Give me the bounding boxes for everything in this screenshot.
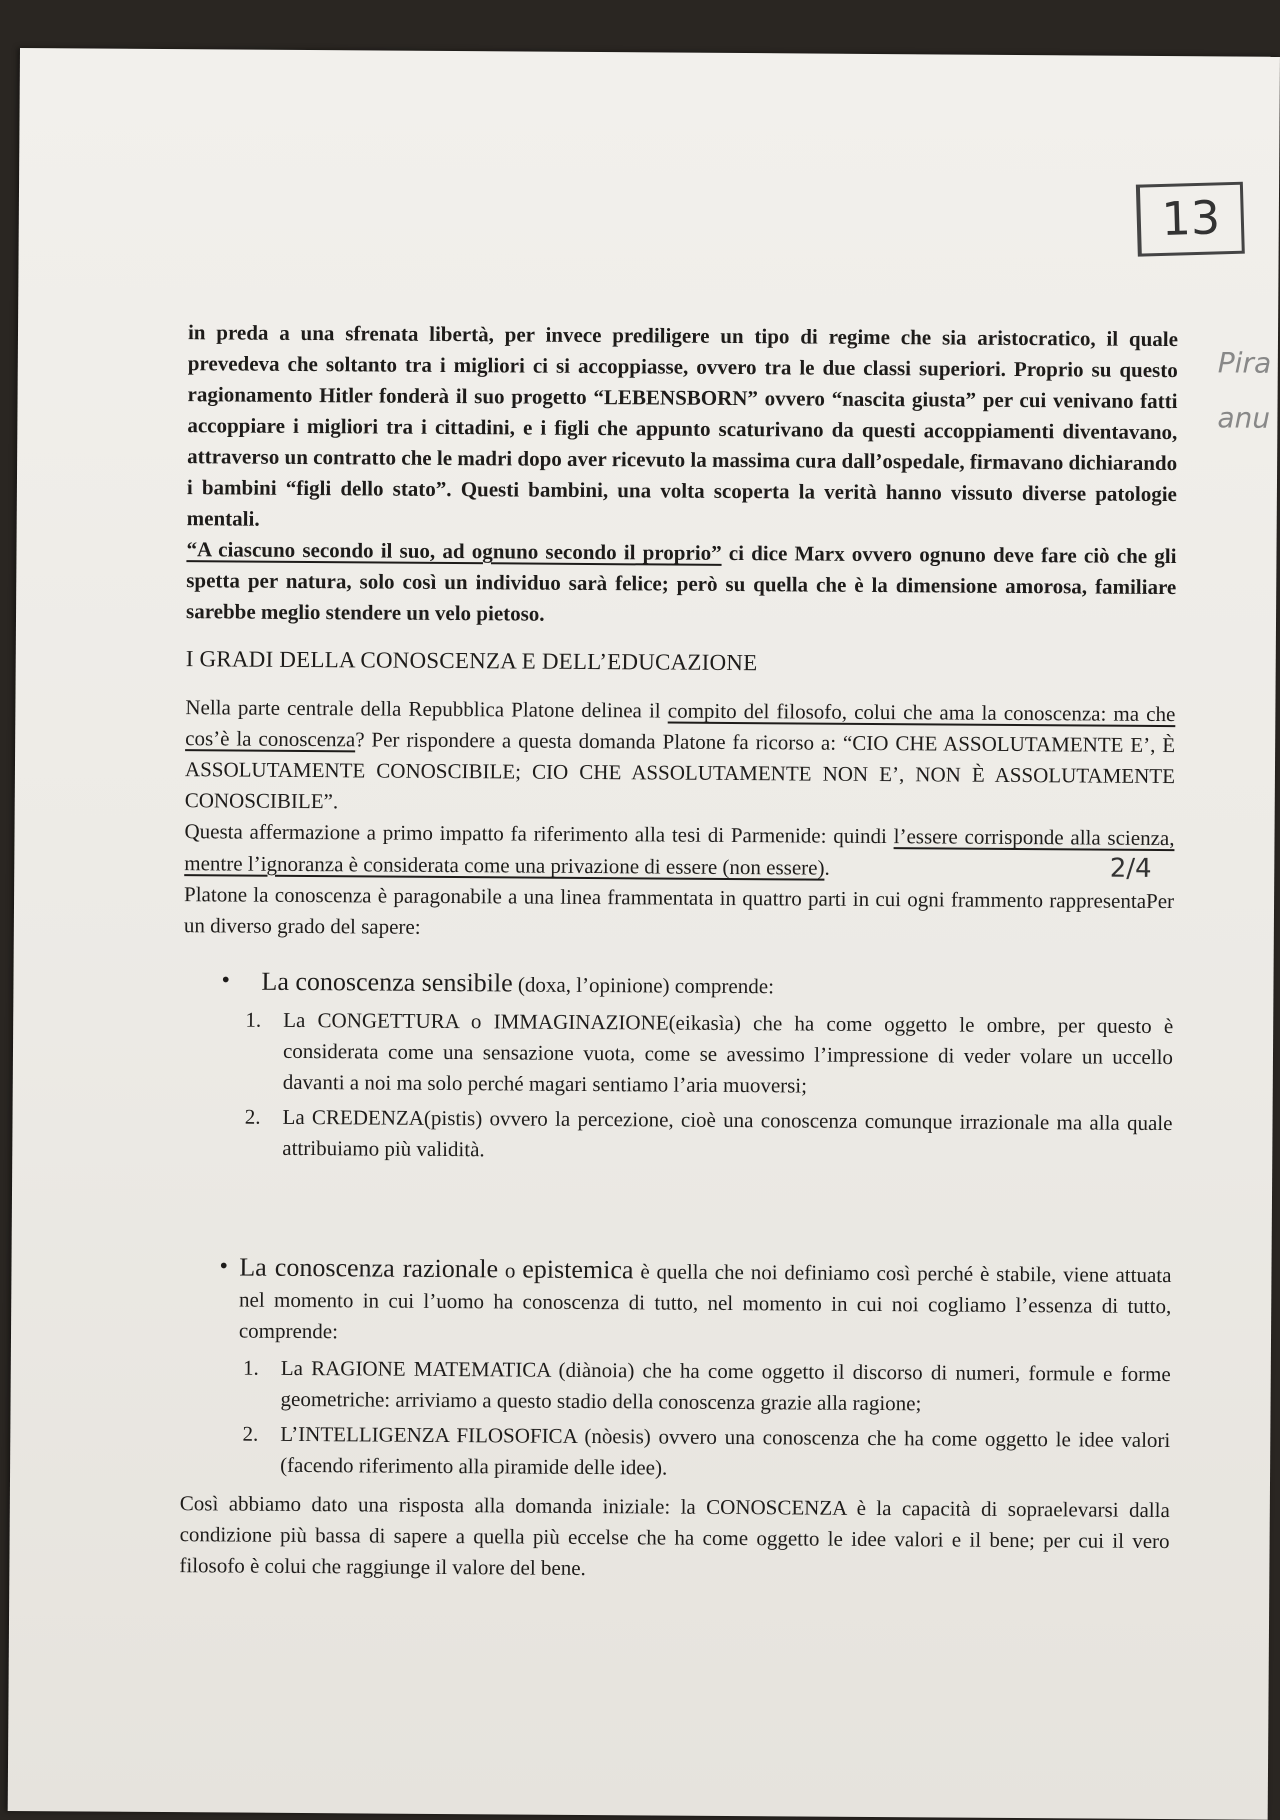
p2-rest: ? Per rispondere a questa domanda Platone fa ricorso a: “CIO CHE ASSOLUTAMENTE E’, È ASSOLUTAMENTE CONOSCIBILE; CIO CHE ASSOLUTAMENTE NON E’, NON È ASSOLUTAMENTE CONOSCIBILE”. <box>184 727 1176 814</box>
sensible-title: La conoscenza sensibile <box>261 966 513 998</box>
p3-end: . <box>824 855 830 880</box>
marx-quote: “A ciascuno secondo il suo, ad ognuno secondo il proprio” <box>186 537 722 565</box>
list-text: La RAGIONE MATEMATICA (diànoia) che ha come oggetto il discorso di numeri, formule e forme geometriche: arriviamo a questo stadio della conoscenza grazie alla ragione; <box>280 1355 1171 1416</box>
paragraph-conclusion: Così abbiamo dato una risposta alla domanda iniziale: la CONOSCENZA è la capacità di sopraelevarsi dalla condizione più bassa di sapere a quella più eccelse che ha come oggetto le idee valori e il bene; per cui il vero filosofo è colui che raggiunge il valore del bene. <box>179 1491 1170 1580</box>
page-number-box: 13 <box>1136 182 1245 257</box>
p2-start: Nella parte centrale della Repubblica Platone delinea il <box>185 695 668 723</box>
list-number: 2. <box>242 1421 259 1446</box>
section-heading: I GRADI DELLA CONOSCENZA E DELL’EDUCAZIONE <box>185 646 758 676</box>
per-word: Per <box>1145 888 1175 914</box>
paragraph-definition <box>185 692 1176 823</box>
list-number: 1. <box>242 1355 259 1380</box>
rational-title-a: La conoscenza razionale <box>239 1252 499 1284</box>
bullet-rational <box>219 1251 1172 1353</box>
rational-title-o: o <box>497 1258 523 1283</box>
bullet-dot-icon: • <box>219 1253 228 1280</box>
paragraph-intro: in preda a una sfrenata libertà, per invece prediligere un tipo di regime che sia aristocratico, il quale prevedeva che soltanto tra i migliori ci si accoppiasse, ovvero tra le due classi superiori. Proprio su questo ragionamento Hitler fonderà il suo progetto “LEBENSBORN” ovvero “nascita giusta” per cui venivano fatti accoppiare i migliori tra i cittadini, e i figli che appunto scaturivano da questi accoppiamenti diventavano, attraverso un contratto che le madri dopo aver ricevuto la massima cura dall’ospedale, firmavano dichiarando i bambini “figli dello stato”. Questi bambini, una volta scoperta la verità hanno vissuto diverse patologie mentali. <box>186 320 1179 531</box>
marx-rest: ci dice Marx ovvero ognuno deve fare ciò che gli spetta per natura, solo così un individuo sarà felice; però su quella che è la dimensione amorosa, familiare sarebbe meglio stendere un velo pietoso. <box>185 540 1177 626</box>
paragraph-line: Platone la conoscenza è paragonabile a una linea frammentata in quattro parti in cui ogni frammento rappresenta un diverso grado del sapere: <box>183 882 1147 939</box>
list-item <box>180 1418 1170 1487</box>
paper-sheet <box>8 48 1280 1820</box>
margin-note-2: anu <box>1217 401 1271 435</box>
list-text: La CONGETTURA o IMMAGINAZIONE(eikasìa) che ha come oggetto le ombre, per questo è considerata come una sensazione vuota, come se avessimo l’impressione di veder volare un uccello davanti a noi ma solo perché magari sentiamo l’aria muoversi; <box>282 1007 1174 1098</box>
paragraph-marx <box>186 534 1177 634</box>
list-item <box>180 1352 1170 1421</box>
list-text: La CREDENZA(pistis) ovvero la percezione, cioè una conoscenza comunque irrazionale ma alla quale attribuiamo più validità. <box>282 1104 1173 1162</box>
list-text: L’INTELLIGENZA FILOSOFICA (nòesis) ovvero una conoscenza che ha come oggetto le idee valori (facendo riferimento alla piramide delle idee). <box>280 1421 1171 1480</box>
p3-underlined: l’essere corrisponde alla scienza, mentre l’ignoranza è considerata come una privazione di essere (non essere) <box>184 824 1175 880</box>
list-number: 1. <box>245 1007 262 1032</box>
sensible-list <box>182 1004 1173 1170</box>
p2-underlined: compito del filosofo, colui che ama la conoscenza: ma che cos’è la conoscenza <box>185 698 1176 752</box>
handwritten-fraction: 2/4 <box>1109 853 1152 884</box>
bullet-dot-icon: • <box>221 967 230 994</box>
list-number: 2. <box>244 1104 261 1129</box>
rational-list <box>180 1352 1171 1487</box>
list-item <box>183 1004 1174 1104</box>
rational-title-b: epistemica <box>522 1254 634 1285</box>
spacer <box>182 1167 1172 1234</box>
rational-rest: è quella che noi definiamo così perché è stabile, viene attuata nel momento in cui l’uomo ha conoscenza di tutto, nel momento in cui noi cogliamo l’essenza di tutto, comprende: <box>238 1259 1172 1344</box>
sensible-rest: (doxa, l’opinione) comprende: <box>512 972 775 999</box>
bullet-sensible <box>221 965 1173 1005</box>
document-body <box>179 317 1178 1588</box>
list-item <box>182 1101 1172 1170</box>
p3-start: Questa affermazione a primo impatto fa riferimento alla tesi di Parmenide: quindi <box>184 819 894 849</box>
margin-note-1: Pira <box>1217 346 1272 380</box>
